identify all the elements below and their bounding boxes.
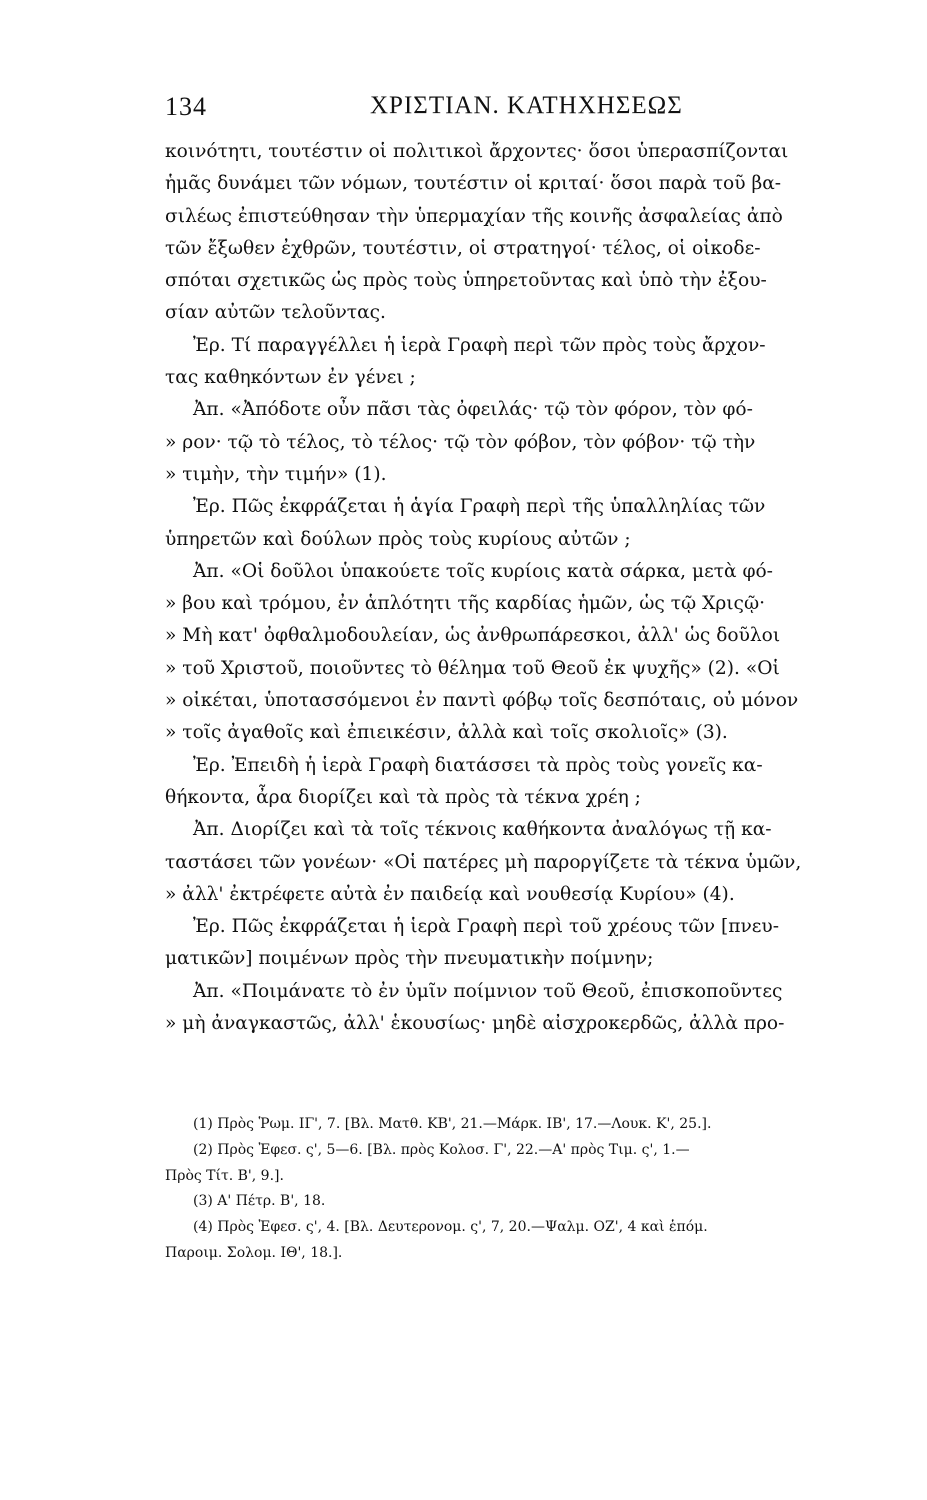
quote-line: » ἀλλ' ἐκτρέφετε αὐτὰ ἐν παιδείᾳ καὶ νουθεσίᾳ Κυρίου» (4). [165,883,735,905]
running-title: ΧΡΙΣΤΙΑΝ. ΚΑΤΗΧΗΣΕΩΣ [370,92,683,119]
quote-line: » Μὴ κατ' ὀφθαλμοδουλείαν, ὡς ἀνθρωπάρεσκοι, ἀλλ' ὡς δοῦλοι [165,625,781,647]
body-text [165,136,830,1040]
answer-line: Ἀπ. «Οἱ δοῦλοι ὑπακούετε τοῖς κυρίοις κατὰ σάρκα, μετὰ φό- [193,560,773,582]
text-line: θήκοντα, ἆρα διορίζει καὶ τὰ πρὸς τὰ τέκνα χρέη ; [165,786,641,808]
page-number: 134 [165,92,207,121]
text-line: ματικῶν] ποιμένων πρὸς τὴν πνευματικὴν ποίμνην; [165,948,654,970]
text-line: τας καθηκόντων ἐν γένει ; [165,367,416,389]
answer-line: Ἀπ. Διορίζει καὶ τὰ τοῖς τέκνοις καθήκοντα ἀναλόγως τῇ κα- [193,819,772,841]
question-line: Ἐρ. Πῶς ἐκφράζεται ἡ ἱερὰ Γραφὴ περὶ τοῦ χρέους τῶν [πνευ- [193,916,779,938]
quote-line: » ρον· τῷ τὸ τέλος, τὸ τέλος· τῷ τὸν φόβον, τὸν φόβον· τῷ τὴν [165,431,756,453]
text-line: σπόται σχετικῶς ὡς πρὸς τοὺς ὑπηρετοῦντας καὶ ὑπὸ τὴν ἐξου- [165,270,767,292]
quote-line: » τοῖς ἀγαθοῖς καὶ ἐπιεικέσιν, ἀλλὰ καὶ τοῖς σκολιοῖς» (3). [165,722,728,744]
text-line: ὑπηρετῶν καὶ δούλων πρὸς τοὺς κυρίους αὐτῶν ; [165,528,631,550]
text-line: σιλέως ἐπιστεύθησαν τὴν ὑπερμαχίαν τῆς κοινῆς ἀσφαλείας ἀπὸ [165,205,783,227]
quote-line: » τοῦ Χριστοῦ, ποιοῦντες τὸ θέλημα τοῦ Θεοῦ ἐκ ψυχῆς» (2). «Οἱ [165,657,780,679]
footnote-line: (1) Πρὸς Ῥωμ. ΙΓ', 7. [Βλ. Ματθ. ΚΒ', 21.—Μάρκ. ΙΒ', 17.—Λουκ. Κ', 25.]. [193,1116,712,1132]
footnote-line: (3) Α' Πέτρ. Β', 18. [193,1193,326,1210]
quote-line: » τιμὴν, τὴν τιμήν» (1). [165,463,387,485]
answer-line: Ἀπ. «Ἀπόδοτε οὖν πᾶσι τὰς ὀφειλάς· τῷ τὸν φόρον, τὸν φό- [193,399,753,421]
text-line: κοινότητι, τουτέστιν οἱ πολιτικοὶ ἄρχοντες· ὅσοι ὑπερασπίζονται [165,141,789,162]
question-line: Ἐρ. Πῶς ἐκφράζεται ἡ ἁγία Γραφὴ περὶ τῆς ὑπαλληλίας τῶν [193,496,766,518]
page-header [165,92,830,128]
text-line: ταστάσει τῶν γονέων· «Οἱ πατέρες μὴ παροργίζετε τὰ τέκνα ὑμῶν, [165,851,802,873]
text-line: τῶν ἔξωθεν ἐχθρῶν, τουτέστιν, οἱ στρατηγοί· τέλος, οἱ οἰκοδε- [165,237,761,259]
footnote-line: (4) Πρὸς Ἐφεσ. ς', 4. [Βλ. Δευτερονομ. ς', 7, 20.—Ψαλμ. ΟΖ', 4 καὶ ἑπόμ. [193,1219,708,1236]
quote-line: » βου καὶ τρόμου, ἐν ἁπλότητι τῆς καρδίας ἡμῶν, ὡς τῷ Χριςῷ· [165,593,766,615]
footnote-line: Παροιμ. Σολομ. ΙΘ', 18.]. [165,1244,343,1261]
quote-line: » μὴ ἀναγκαστῶς, ἀλλ' ἑκουσίως· μηδὲ αἰσχροκερδῶς, ἀλλὰ προ- [165,1013,785,1035]
question-line: Ἐρ. Τί παραγγέλλει ἡ ἱερὰ Γραφὴ περὶ τῶν πρὸς τοὺς ἄρχον- [193,334,766,356]
answer-line: Ἀπ. «Ποιμάνατε τὸ ἐν ὑμῖν ποίμνιον τοῦ Θεοῦ, ἐπισκοποῦντες [193,980,783,1002]
text-line: σίαν αὐτῶν τελοῦντας. [165,302,386,324]
quote-line: » οἰκέται, ὑποτασσόμενοι ἐν παντὶ φόβῳ τοῖς δεσπόταις, οὐ μόνον [165,690,799,712]
footnote-line: Πρὸς Τίτ. Β', 9.]. [165,1167,284,1184]
footnotes [165,1112,833,1267]
question-line: Ἐρ. Ἐπειδὴ ἡ ἱερὰ Γραφὴ διατάσσει τὰ πρὸς τοὺς γονεῖς κα- [193,754,763,776]
footnote-line: (2) Πρὸς Ἐφεσ. ς', 5—6. [Βλ. πρὸς Κολοσ. Γ', 22.—Α' πρὸς Τιμ. ς', 1.— [193,1141,690,1158]
text-line: ἡμᾶς δυνάμει τῶν νόμων, τουτέστιν οἱ κριταί· ὅσοι παρὰ τοῦ βα- [165,173,782,195]
